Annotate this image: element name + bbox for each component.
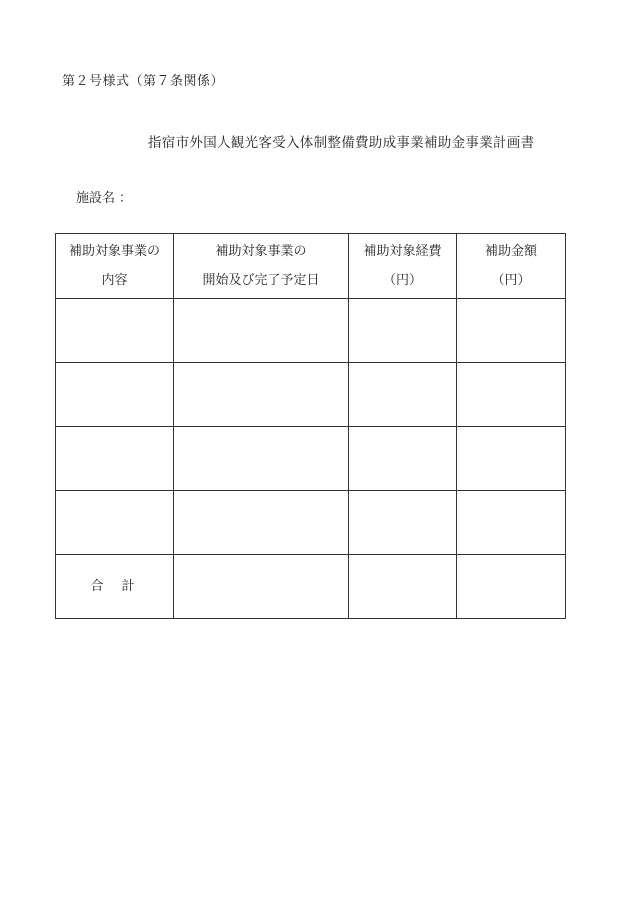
facility-name-label: 施設名 bbox=[76, 191, 116, 206]
cell-subsidy-amount[interactable] bbox=[457, 363, 566, 427]
header-expense-line1: 補助対象経費 bbox=[363, 244, 442, 259]
total-label: 合計 bbox=[56, 555, 174, 619]
cell-content[interactable] bbox=[56, 491, 174, 555]
total-row bbox=[56, 555, 566, 619]
plan-table bbox=[55, 233, 566, 619]
cell-expense[interactable] bbox=[349, 299, 457, 363]
cell-schedule[interactable] bbox=[174, 427, 349, 491]
table-row bbox=[56, 427, 566, 491]
cell-subsidy-amount[interactable] bbox=[457, 427, 566, 491]
header-subsidy-amount-line1: 補助金額 bbox=[484, 244, 537, 259]
cell-expense[interactable] bbox=[349, 491, 457, 555]
cell-content[interactable] bbox=[56, 299, 174, 363]
cell-subsidy-amount[interactable] bbox=[457, 491, 566, 555]
table-row bbox=[56, 363, 566, 427]
cell-schedule[interactable] bbox=[174, 299, 349, 363]
header-expense-line2: （円） bbox=[382, 273, 422, 288]
total-expense[interactable] bbox=[349, 555, 457, 619]
cell-subsidy-amount[interactable] bbox=[457, 299, 566, 363]
header-schedule-line1: 補助対象事業の bbox=[215, 244, 307, 259]
total-schedule[interactable] bbox=[174, 555, 349, 619]
cell-expense[interactable] bbox=[349, 427, 457, 491]
cell-expense[interactable] bbox=[349, 363, 457, 427]
header-subsidy-amount bbox=[457, 234, 566, 299]
cell-content[interactable] bbox=[56, 363, 174, 427]
header-schedule bbox=[174, 234, 349, 299]
header-subsidy-amount-line2: （円） bbox=[491, 273, 531, 288]
cell-schedule[interactable] bbox=[174, 491, 349, 555]
header-expense bbox=[349, 234, 457, 299]
total-subsidy-amount[interactable] bbox=[457, 555, 566, 619]
cell-schedule[interactable] bbox=[174, 363, 349, 427]
facility-name-line bbox=[76, 187, 132, 206]
header-content-line1: 補助対象事業の bbox=[68, 244, 160, 259]
header-schedule-line2: 開始及び完了予定日 bbox=[202, 273, 320, 288]
header-content bbox=[56, 234, 174, 299]
document-title: 指宿市外国人観光客受入体制整備費助成事業補助金事業計画書 bbox=[148, 135, 535, 151]
table-header-row bbox=[56, 234, 566, 299]
header-content-line2: 内容 bbox=[101, 273, 128, 288]
table-row bbox=[56, 491, 566, 555]
table-row bbox=[56, 299, 566, 363]
form-number: 第２号様式（第７条関係） bbox=[62, 74, 225, 89]
cell-content[interactable] bbox=[56, 427, 174, 491]
facility-name-colon: ： bbox=[119, 191, 133, 206]
